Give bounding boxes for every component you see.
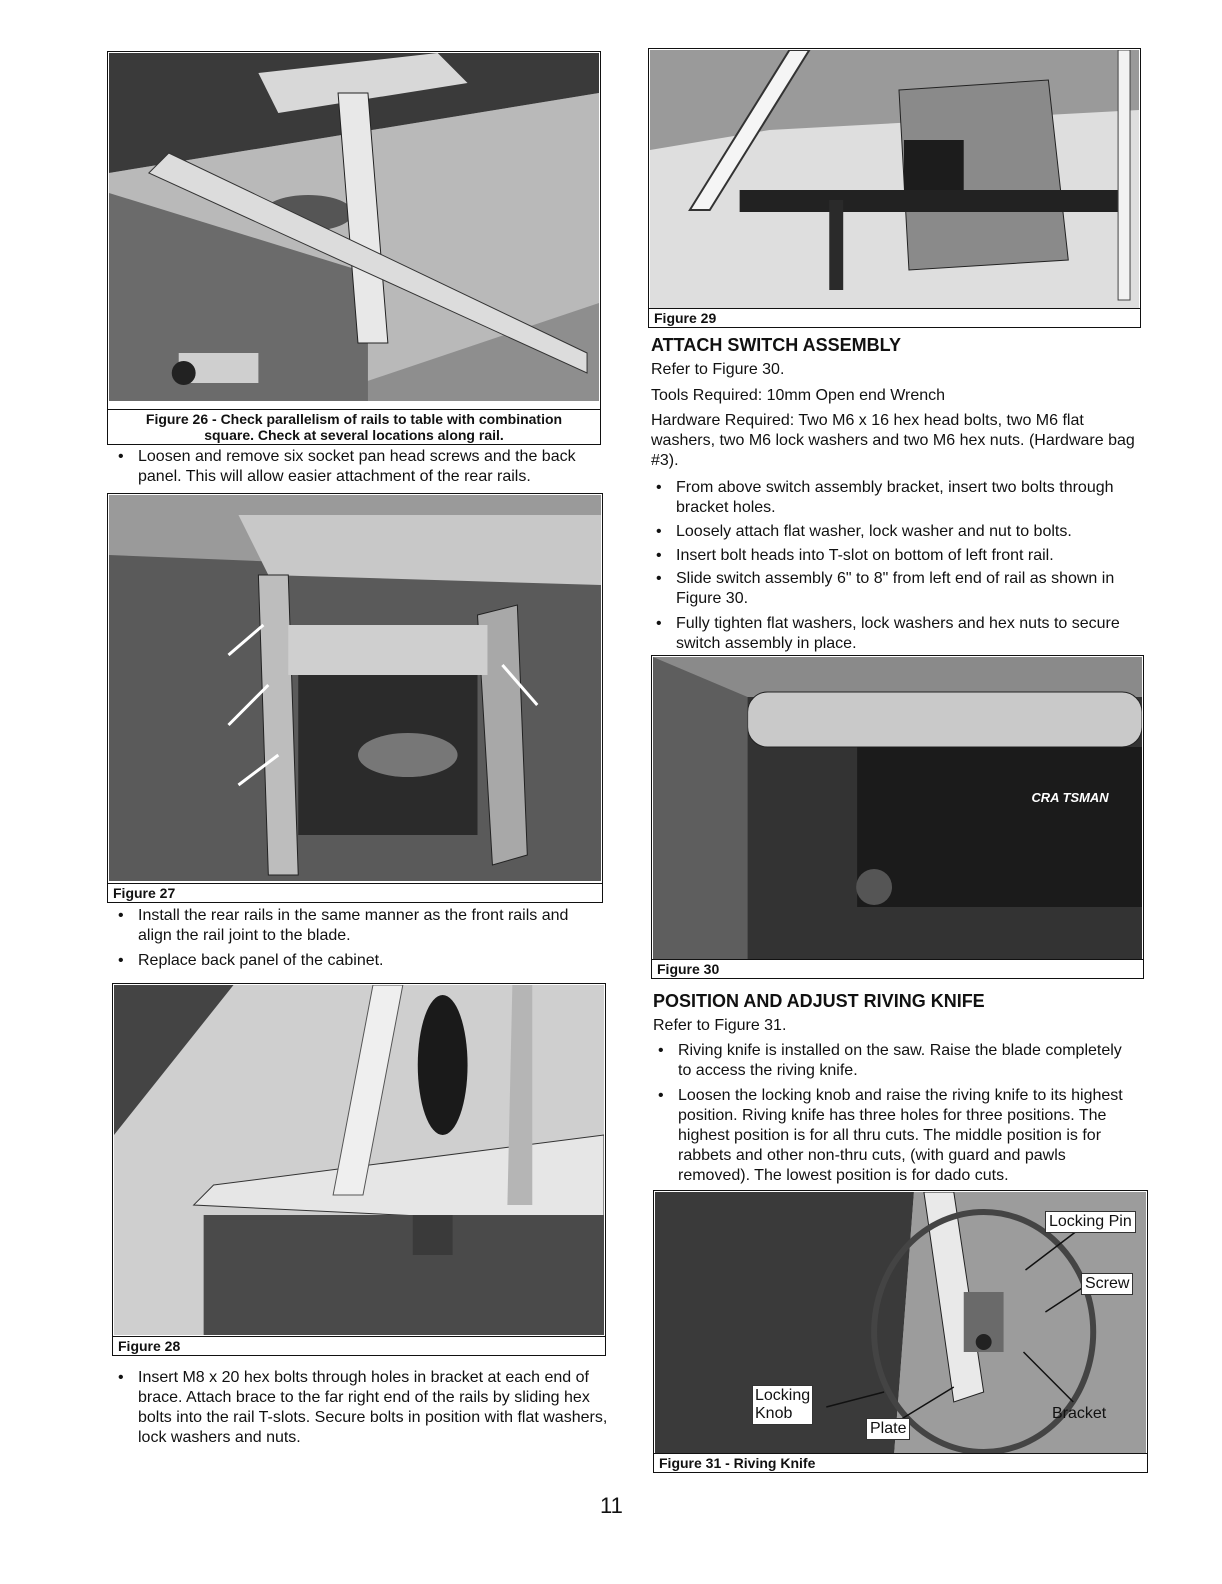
caption-line-1: Figure 26 - Check parallelism of rails to table with combination <box>145 411 563 427</box>
bullet-remove-screws: • Loosen and remove six socket pan head screws and the back panel. This will allow easier attachment of the rear rails. <box>110 447 608 487</box>
figure-30-photo <box>653 657 1142 959</box>
figure-31 <box>653 1190 1148 1473</box>
riving-refer: Refer to Figure 31. <box>653 1017 787 1034</box>
label-locking-knob-line-2: Knob <box>755 1405 793 1422</box>
label-bracket: Bracket <box>1052 1405 1107 1422</box>
label-locking-pin: Locking Pin <box>1045 1211 1136 1233</box>
switch-bullet-2: • Loosely attach flat washer, lock washer and nut to bolts. <box>648 522 1138 542</box>
figure-30 <box>651 655 1144 979</box>
figure-29-caption: Figure 29 <box>649 308 1140 327</box>
page-number: 11 <box>600 1493 623 1518</box>
craftsman-brand-text: CRA TSMAN <box>1031 789 1109 806</box>
bullet-insert-m8-bolts: • Insert M8 x 20 hex bolts through holes in bracket at each end of brace. Attach brace to the far right end of the rails by sliding hex bolts into the rail T-slots. Secure bolts in position with flat washers, lock washers and nuts. <box>110 1368 608 1448</box>
label-plate: Plate <box>866 1418 910 1440</box>
switch-bullet-3: • Insert bolt heads into T-slot on bottom of left front rail. <box>648 546 1138 566</box>
figure-29 <box>648 48 1141 328</box>
label-locking-knob-line-1: Locking <box>755 1387 811 1404</box>
figure-31-caption: Figure 31 - Riving Knife <box>654 1453 1147 1472</box>
caption-line-2: square. Check at several locations along rail. <box>204 427 504 443</box>
switch-bullet-5: • Fully tighten flat washers, lock washers and hex nuts to secure switch assembly in place. <box>648 614 1128 654</box>
switch-bullet-4: • Slide switch assembly 6" to 8" from left end of rail as shown in Figure 30. <box>648 569 1118 609</box>
figure-26-photo <box>109 53 599 401</box>
riving-bullet-2: • Loosen the locking knob and raise the riving knife to its highest position. Riving knife has three holes for three positions. The highest position is for all thru cuts. The middle position is for rabbets and other non-thru cuts, (with guard and pawls removed). The lowest position is for dado cuts. <box>650 1086 1136 1186</box>
figure-29-photo <box>650 50 1139 308</box>
figure-26-caption <box>108 409 600 444</box>
switch-refer: Refer to Figure 30. <box>651 361 785 378</box>
figure-26 <box>107 51 601 445</box>
label-screw: Screw <box>1081 1273 1133 1295</box>
label-locking-knob <box>752 1385 813 1425</box>
bullet-install-rear-rails: • Install the rear rails in the same manner as the front rails and align the rail joint to the blade. <box>110 906 600 946</box>
figure-28-caption: Figure 28 <box>113 1336 605 1355</box>
figure-30-caption: Figure 30 <box>652 959 1143 978</box>
switch-heading: ATTACH SWITCH ASSEMBLY <box>651 335 901 355</box>
figure-27-photo <box>109 495 601 881</box>
figure-27 <box>107 493 603 903</box>
riving-bullet-1: • Riving knife is installed on the saw. Raise the blade completely to access the riving knife. <box>650 1041 1130 1081</box>
figure-28-photo <box>114 985 604 1335</box>
figure-28 <box>112 983 606 1356</box>
switch-bullet-1: • From above switch assembly bracket, insert two bolts through bracket holes. <box>648 478 1118 518</box>
figure-27-caption: Figure 27 <box>108 883 602 902</box>
bullet-replace-back-panel: • Replace back panel of the cabinet. <box>110 951 600 971</box>
switch-hardware: Hardware Required: Two M6 x 16 hex head bolts, two M6 flat washers, two M6 lock washers and two M6 hex nuts. (Hardware bag #3). <box>651 412 1135 469</box>
switch-tools: Tools Required: 10mm Open end Wrench <box>651 387 946 404</box>
riving-heading: POSITION AND ADJUST RIVING KNIFE <box>653 991 985 1011</box>
